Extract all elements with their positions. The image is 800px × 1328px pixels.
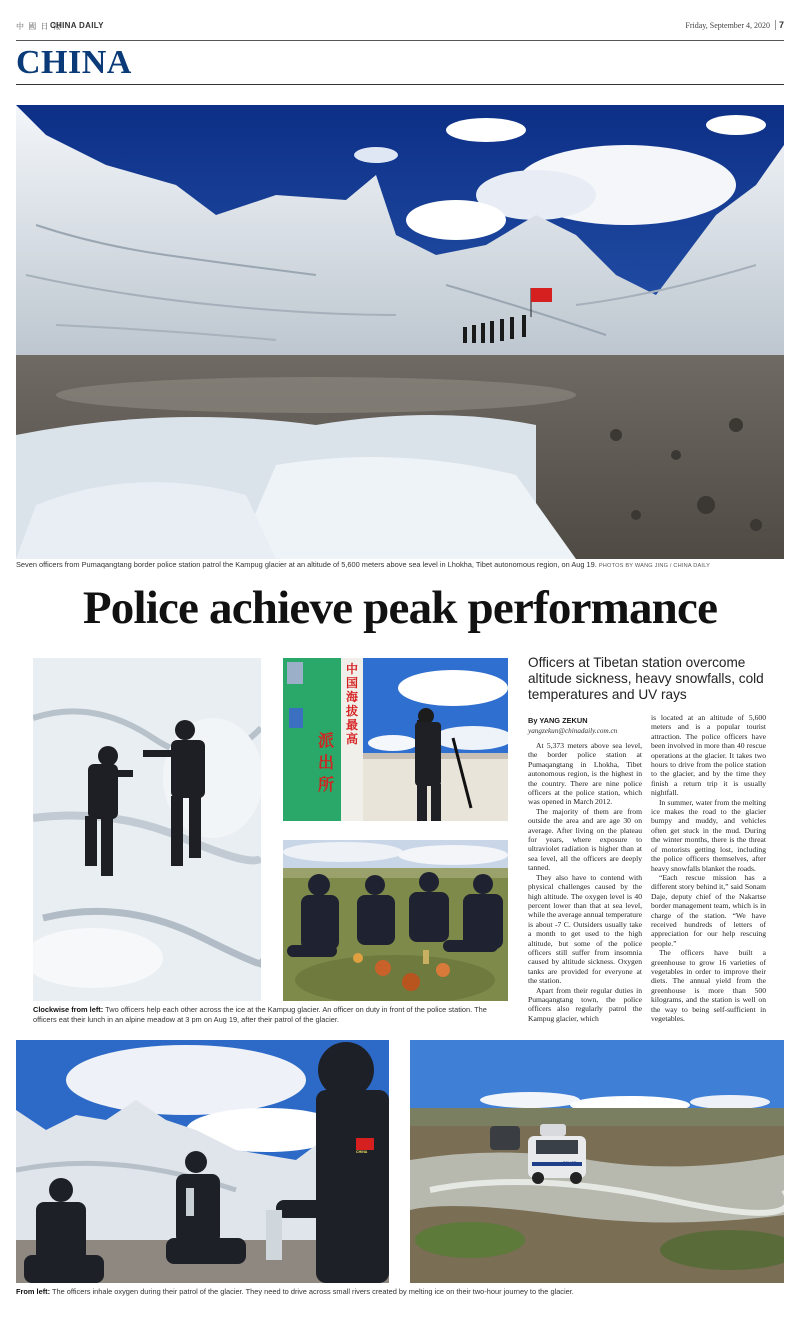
masthead-logo-chinese: 中 國 日 報 (16, 22, 62, 31)
article-column-2 (651, 713, 766, 1023)
caption-text: The officers inhale oxygen during their patrol of the glacier. They need to drive across small rivers created by melting ice on their two-hour journey to the glacier. (50, 1287, 574, 1296)
masthead-rule (16, 40, 784, 41)
article-paragraph: The majority of them are from outside the area and are age 30 on average. After living on the plateau for years, where exposure to ultraviolet radiation is higher than at sea level, all the officers are deeply tanned. (528, 806, 642, 873)
station-sign-right (343, 662, 361, 746)
red-flag (531, 288, 552, 302)
sign-char: 中 (345, 662, 358, 676)
article-paragraph: At 5,373 meters above sea level, the border police station at Pumaqangtang in Lhokha, Tibet autonomous region, is the highest in the country. There are nine police officers at the police station, which was opened in March 2012. (528, 741, 642, 807)
sign-char: 拔 (345, 704, 358, 718)
photo-credit: PHOTOS BY WANG JING / CHINA DAILY (598, 563, 711, 569)
photo-officers-on-ice (33, 658, 261, 1001)
byline: By YANG ZEKUN (528, 716, 588, 725)
issue-date: Friday, September 4, 2020 (685, 21, 770, 30)
headline: Police achieve peak performance (82, 582, 718, 634)
article-paragraph: In summer, water from the melting ice makes the road to the glacier bumpy and muddy, and vehicles often get stuck in the mud. During the winter months, there is the threat of motorists getting lost, including the police officers themselves, after heavy snowfalls blanket the roads. (651, 797, 766, 873)
sign-char: 所 (317, 775, 334, 794)
masthead-divider (775, 20, 776, 30)
article-paragraph: is located at an altitude of 5,600 meters and is a popular tourist attraction. The police officers have been involved in more than 40 rescue operations at the glacier. It takes two hours to drive from the police station to the glacier, and by the time they finish a return trip it is usually nightfall. (651, 713, 766, 798)
photo-lunch-meadow (283, 840, 508, 1001)
article-paragraph: “Each rescue mission has a different story behind it,” said Sonam Daje, deputy chief of the Nakartse border management team, which is in charge of the station. “We have received hundreds of letters of appreciation for our help rescuing people.” (651, 872, 766, 948)
photo-station-sign (283, 658, 508, 821)
vehicle-marking-label: POLICE (563, 1161, 577, 1165)
inset-photos-caption (33, 1005, 509, 1024)
caption-lead: From left: (16, 1287, 51, 1296)
article-paragraph: They also have to contend with physical challenges caused by the high altitude. The oxygen level is 40 percent lower than that at sea level, while the average annual temperature is about -7 C. Outsiders usually take a month to get used to the high altitude, but some of the police officers still suffer from insomnia caused by altitude sickness. Oxygen tanks are provided for everyone at the station. (528, 872, 642, 986)
uniform-patch-label: CHINA (356, 1150, 368, 1154)
main-photo-glacier (16, 105, 784, 559)
masthead (16, 20, 784, 34)
caption-text: Two officers help each other across the ice at the Kampug glacier. An officer on duty in front of the police station. The officers eat their lunch in an alpine meadow at 3 pm on Aug 19, after their patrol of the glacier. (33, 1005, 487, 1024)
caption-lead: Clockwise from left: (33, 1005, 104, 1014)
author-email: yangzekun@chinadaily.com.cn (528, 727, 618, 735)
station-sign-left (315, 730, 337, 796)
sign-char: 国 (345, 676, 358, 690)
page-number: 7 (778, 20, 784, 30)
photo-officers-oxygen (16, 1040, 389, 1283)
photo-vehicles-river (410, 1040, 784, 1283)
main-photo-caption (16, 560, 784, 571)
main-caption-text: Seven officers from Pumaqangtang border police station patrol the Kampug glacier at an altitude of 5,600 meters above sea level in Lhokha, Tibet autonomous region, on Aug 19. (16, 560, 597, 569)
article-column-1 (528, 741, 642, 1023)
article-paragraph: The officers have built a greenhouse to grow 16 varieties of vegetables in order to improve their diets. The annual yield from the greenhouse is more than 500 kilograms, and the station is well on the way to being self-sufficient in vegetables. (651, 948, 766, 1023)
sign-char: 高 (345, 732, 358, 746)
deck: Officers at Tibetan station overcome altitude sickness, heavy snowfalls, cold temperatures and UV rays (528, 655, 764, 702)
sign-char: 派 (317, 731, 334, 750)
bottom-photos-caption (16, 1287, 784, 1297)
sign-char: 出 (317, 753, 334, 772)
section-title: CHINA (16, 44, 132, 81)
masthead-logo: CHINA DAILY (50, 21, 104, 30)
sign-char: 最 (345, 718, 358, 732)
sign-char: 海 (345, 690, 358, 704)
article-paragraph: Apart from their regular duties in Pumaqangtang town, the police officers also regularly patrol the Kampug glacier, which (528, 985, 642, 1023)
section-rule (16, 84, 784, 85)
